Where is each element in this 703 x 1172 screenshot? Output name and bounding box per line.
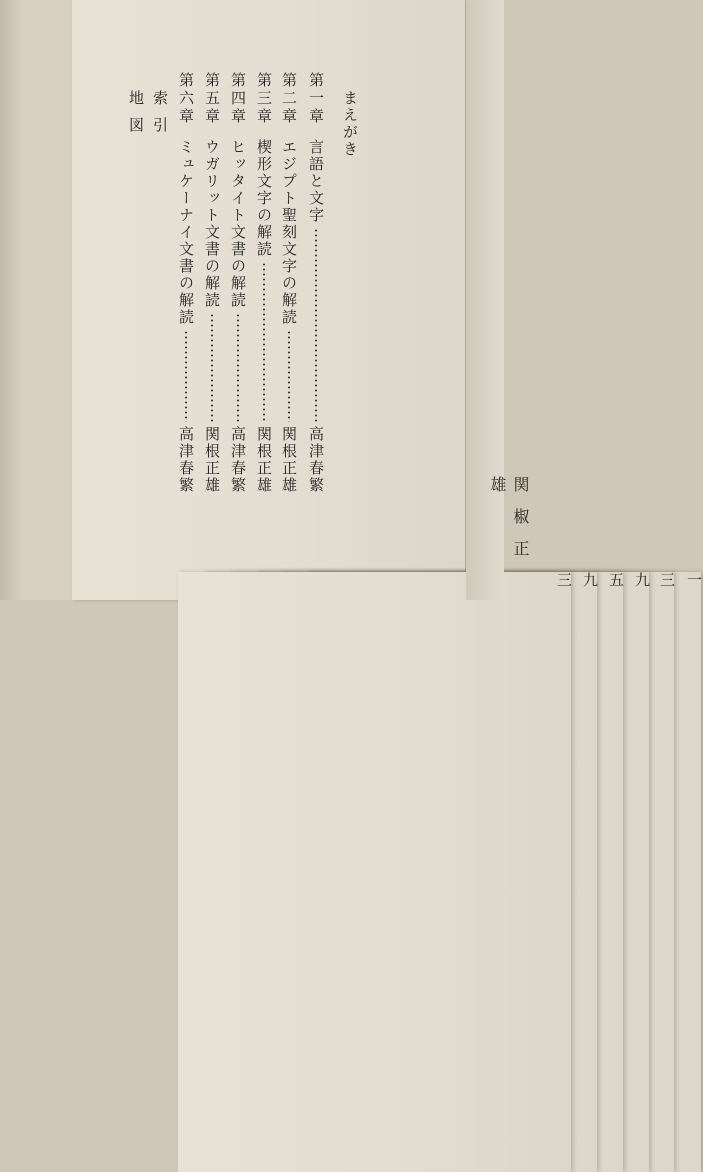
adjacent-page-text: 関椒正雄 [488, 476, 530, 572]
chapter-author: 関根正雄 [280, 426, 298, 494]
dot-leader [211, 313, 213, 422]
chapter-author: 高津春繁 [229, 426, 247, 494]
chapter-number: 第二章 [280, 72, 298, 126]
chapter-title: ミュケーナイ文書の解読 [177, 138, 195, 326]
chapter-author: 高津春繁 [177, 426, 195, 494]
map-entry: 地図 [127, 90, 145, 144]
chapter-number: 第一章 [307, 72, 325, 126]
dot-leader [185, 330, 187, 422]
chapter-number: 第四章 [229, 72, 247, 126]
chapter-title: ウガリット文書の解読 [203, 138, 221, 309]
chapter-author: 関根正雄 [255, 426, 273, 494]
chapter-title: エジプト聖刻文字の解読 [280, 138, 298, 326]
chapter-page: 一 [308, 572, 701, 1172]
chapter-title: 楔形文字の解読 [255, 138, 273, 258]
index-entry: 索引 [151, 90, 169, 144]
dot-leader [315, 228, 317, 422]
chapter-page: 五 [230, 572, 623, 1172]
chapter-author: 関根正雄 [203, 426, 221, 494]
dot-leader [288, 330, 290, 422]
preface-entry: まえがき [341, 90, 359, 158]
chapter-author: 高津春繁 [307, 426, 325, 494]
binding-shadow [0, 0, 24, 600]
chapter-page: 九 [204, 572, 597, 1172]
chapter-page: 九 [256, 572, 649, 1172]
chapter-number: 第三章 [255, 72, 273, 126]
dot-leader [237, 313, 239, 422]
chapter-title: ヒッタイト文書の解読 [229, 138, 247, 309]
chapter-page: 三 [178, 572, 571, 1172]
chapter-page: 三 [281, 572, 674, 1172]
chapter-number: 第五章 [203, 72, 221, 126]
chapter-number: 第六章 [177, 72, 195, 126]
chapter-title: 言語と文字 [307, 138, 325, 224]
dot-leader [263, 262, 265, 422]
